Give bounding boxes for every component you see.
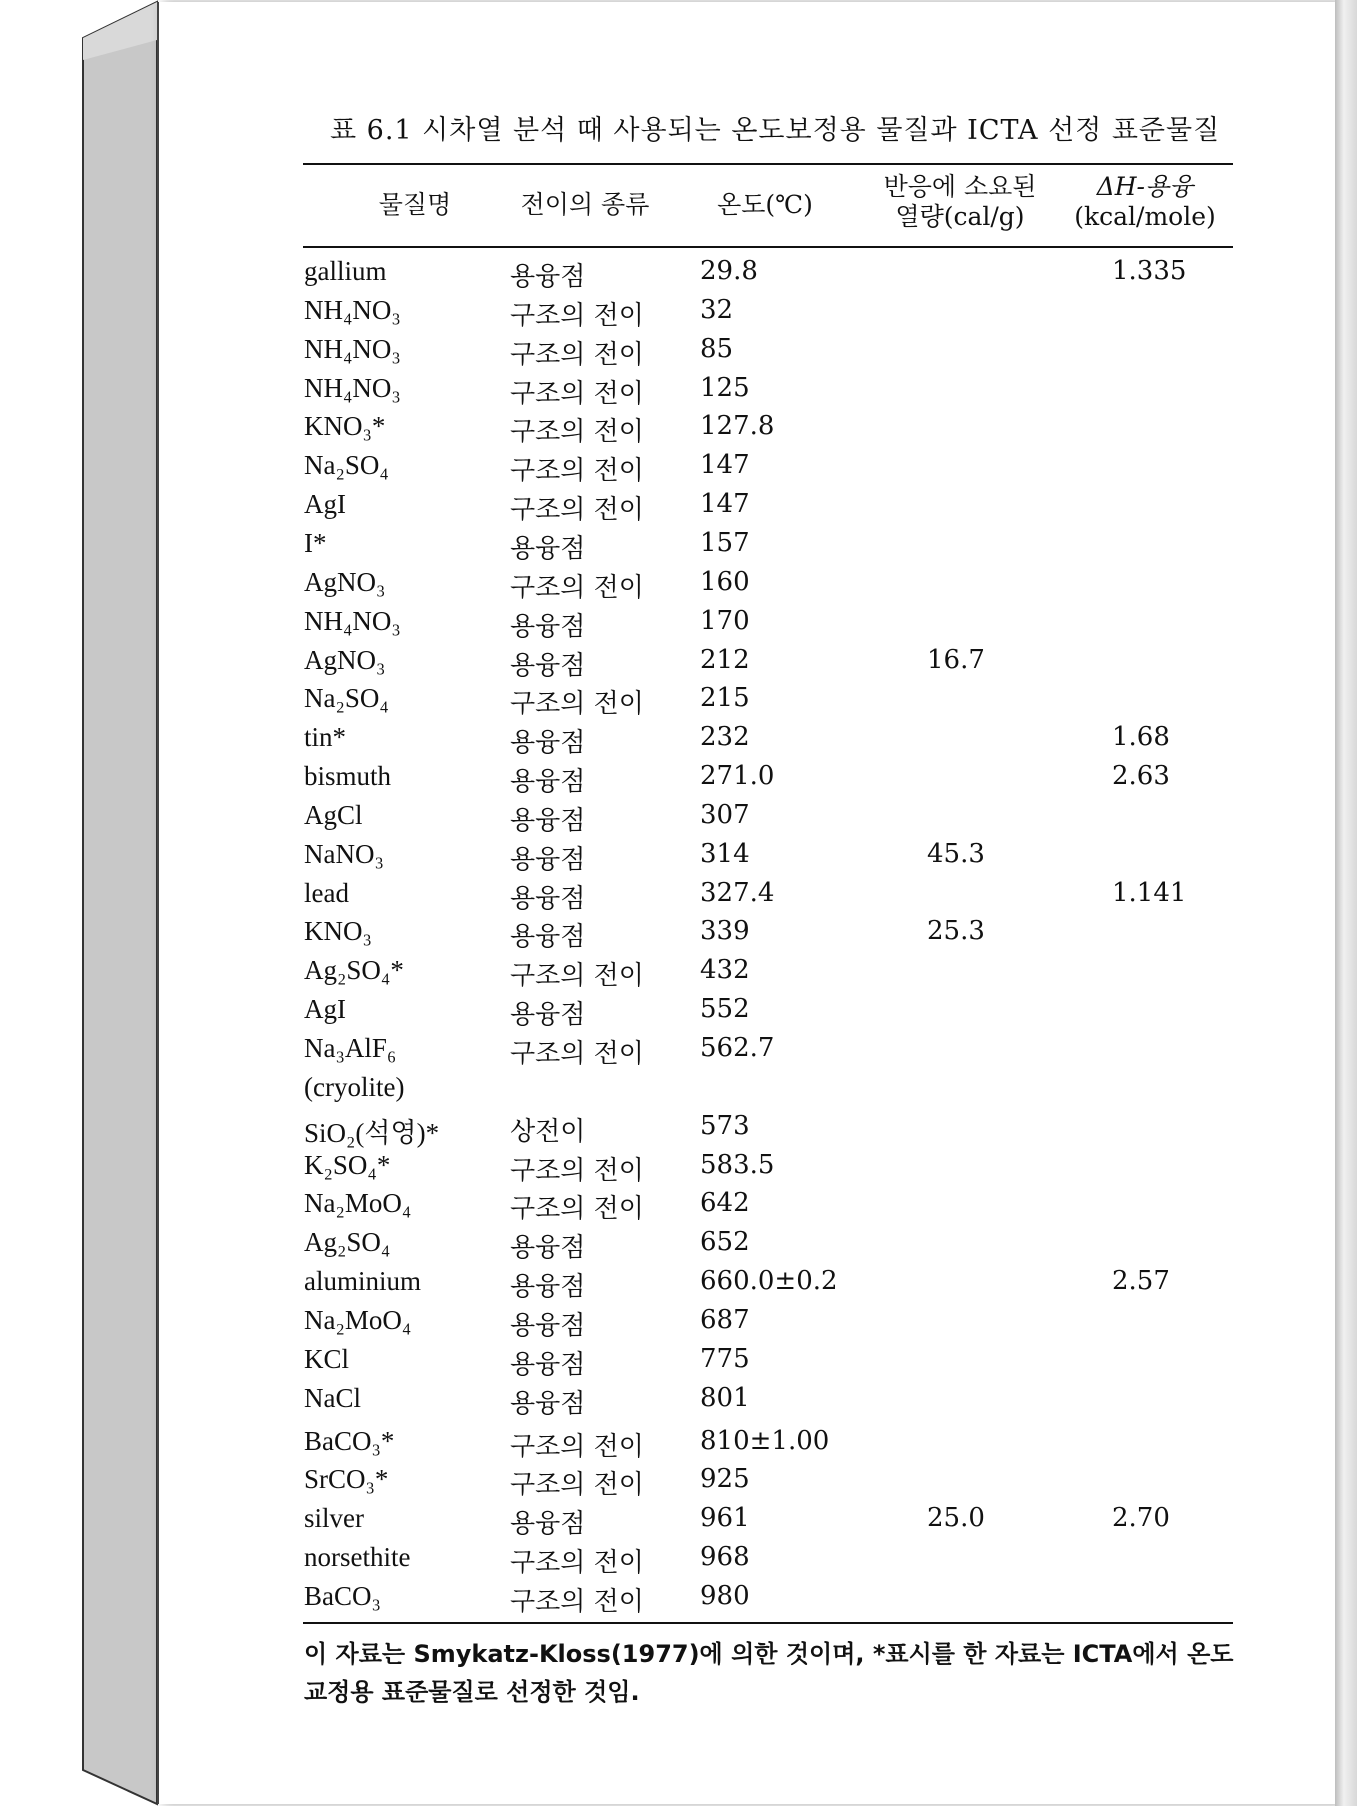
cell-temp: 85 xyxy=(700,333,734,364)
cell-name: aluminium xyxy=(304,1266,421,1297)
cell-type: 용융점 xyxy=(510,922,586,953)
cell-type: 용융점 xyxy=(510,728,586,759)
cell-name: KNO₃ xyxy=(304,916,372,947)
table-row xyxy=(0,1542,1357,1578)
table-row xyxy=(0,489,1357,525)
cell-type: 용융점 xyxy=(510,767,586,798)
cell-type: 용융점 xyxy=(510,533,586,564)
table-top-rule xyxy=(303,163,1233,165)
cell-temp: 314 xyxy=(700,838,750,869)
cell-type: 용융점 xyxy=(510,262,586,292)
cell-type: 구조의 전이 xyxy=(510,1155,644,1186)
table-row xyxy=(0,1305,1357,1341)
cell-temp: 801 xyxy=(700,1382,750,1413)
cell-temp: 583.5 xyxy=(700,1149,775,1180)
table-row xyxy=(0,1150,1357,1186)
cell-name: NH₄NO₃ xyxy=(304,294,401,325)
table-row xyxy=(0,256,1357,292)
cell-temp: 980 xyxy=(700,1580,750,1611)
table-row xyxy=(0,1188,1357,1224)
cell-type: 용융점 xyxy=(510,1310,586,1341)
cell-dh: 1.335 xyxy=(1112,256,1187,286)
table-row xyxy=(0,450,1357,486)
cell-temp: 687 xyxy=(700,1304,750,1335)
header-temp: 온도(℃) xyxy=(717,190,813,219)
table-row xyxy=(0,528,1357,564)
cell-heat: 16.7 xyxy=(927,644,985,675)
cell-type: 용융점 xyxy=(510,844,586,875)
cell-type: 용융점 xyxy=(510,1388,586,1419)
cell-type: 용융점 xyxy=(510,1509,586,1540)
table-row xyxy=(0,606,1357,642)
table-row xyxy=(0,878,1357,914)
cell-temp: 29.8 xyxy=(700,256,758,286)
cell-name: gallium xyxy=(304,256,387,286)
cell-name: AgNO₃ xyxy=(304,566,386,597)
table-row xyxy=(0,1581,1357,1617)
cell-type: 용융점 xyxy=(510,1233,586,1264)
cell-type: 구조의 전이 xyxy=(510,689,644,720)
cell-heat: 25.3 xyxy=(927,916,985,947)
cell-name: silver xyxy=(304,1503,364,1534)
cell-name: I* xyxy=(304,527,327,558)
cell-name: SrCO₃* xyxy=(304,1464,389,1495)
cell-name: AgI xyxy=(304,489,346,520)
cell-name: bismuth xyxy=(304,761,392,792)
cell-name: AgNO₃ xyxy=(304,644,386,675)
cell-name: BaCO₃* xyxy=(304,1425,395,1456)
table-row xyxy=(0,1033,1357,1069)
cell-type: 구조의 전이 xyxy=(510,1039,644,1069)
table-row xyxy=(0,722,1357,758)
cell-temp: 215 xyxy=(700,683,750,714)
table-row xyxy=(0,955,1357,991)
cell-type: 용융점 xyxy=(510,611,586,642)
table-row xyxy=(0,1266,1357,1302)
cell-dh: 2.57 xyxy=(1112,1266,1170,1297)
cell-temp: 147 xyxy=(700,489,750,520)
cell-type: 구조의 전이 xyxy=(510,961,644,992)
cell-type: 용융점 xyxy=(510,1000,586,1031)
cell-temp: 147 xyxy=(700,450,750,481)
cell-temp: 125 xyxy=(700,372,750,403)
cell-temp: 968 xyxy=(700,1542,750,1573)
cell-temp: 642 xyxy=(700,1188,750,1219)
cell-temp: 562.7 xyxy=(700,1033,775,1063)
table-row xyxy=(0,839,1357,875)
table-row xyxy=(0,1426,1357,1462)
cell-temp: 32 xyxy=(700,294,734,325)
cell-type: 용융점 xyxy=(510,805,586,836)
cell-temp: 127.8 xyxy=(700,411,775,442)
cell-temp: 339 xyxy=(700,916,750,947)
cell-temp: 961 xyxy=(700,1503,750,1534)
cell-temp: 552 xyxy=(700,994,750,1025)
cell-type: 상전이 xyxy=(510,1116,586,1147)
cell-type: 구조의 전이 xyxy=(510,572,644,603)
cell-temp: 327.4 xyxy=(700,877,775,908)
table-footnote: 이 자료는 Smykatz-Kloss(1977)에 의한 것이며, *표시를 한 자료는 ICTA에서 온도 교정용 표준물질로 선정한 것임. xyxy=(304,1640,1234,1706)
cell-name: NaCl xyxy=(304,1382,361,1413)
cell-type: 구조의 전이 xyxy=(510,456,644,487)
table-row xyxy=(0,1383,1357,1419)
table-row xyxy=(0,683,1357,719)
header-heat-line1: 반응에 소요된 xyxy=(883,172,1037,201)
table-header-rule xyxy=(303,246,1233,248)
header-heat-line2: 열량(cal/g) xyxy=(895,202,1025,231)
table-row xyxy=(0,1111,1357,1147)
table-row xyxy=(0,761,1357,797)
cell-name: BaCO₃ xyxy=(304,1580,381,1611)
header-type: 전이의 종류 xyxy=(520,190,650,219)
table-row xyxy=(0,800,1357,836)
cell-type: 용융점 xyxy=(510,650,586,681)
cell-dh: 1.68 xyxy=(1112,722,1170,753)
table-row xyxy=(0,295,1357,331)
table-row xyxy=(0,1227,1357,1263)
cell-type: 구조의 전이 xyxy=(510,1431,644,1462)
header-dh-line1: ΔH-용융 xyxy=(1096,172,1194,201)
cell-name: (cryolite) xyxy=(304,1071,405,1102)
cell-name: Na₂MoO₄ xyxy=(304,1188,412,1219)
table-row xyxy=(0,994,1357,1030)
cell-dh: 2.70 xyxy=(1112,1503,1170,1534)
cell-heat: 45.3 xyxy=(927,838,985,869)
cell-type: 구조의 전이 xyxy=(510,1194,644,1225)
cell-name: KNO₃* xyxy=(304,411,386,442)
table-row xyxy=(0,916,1357,952)
table-row xyxy=(0,645,1357,681)
cell-name: NH₄NO₃ xyxy=(304,372,401,403)
cell-temp: 432 xyxy=(700,955,750,986)
cell-type: 구조의 전이 xyxy=(510,378,644,409)
table-row xyxy=(0,1344,1357,1380)
cell-type: 구조의 전이 xyxy=(510,1548,644,1579)
cell-name: Ag₂SO₄* xyxy=(304,955,404,986)
cell-temp: 160 xyxy=(700,566,750,597)
cell-name: NH₄NO₃ xyxy=(304,605,401,636)
cell-dh: 2.63 xyxy=(1112,761,1170,792)
table-row xyxy=(0,411,1357,447)
cell-type: 구조의 전이 xyxy=(510,1470,644,1501)
cell-heat: 25.0 xyxy=(927,1503,985,1534)
cell-name: tin* xyxy=(304,722,347,753)
cell-temp: 775 xyxy=(700,1343,750,1374)
cell-temp: 652 xyxy=(700,1227,750,1258)
cell-name: K₂SO₄* xyxy=(304,1149,391,1180)
cell-name: Ag₂SO₄ xyxy=(304,1227,391,1258)
cell-temp: 810±1.00 xyxy=(700,1425,830,1456)
header-name: 물질명 xyxy=(378,190,452,219)
table-row xyxy=(0,1072,1357,1108)
header-dh-line2: (kcal/mole) xyxy=(1074,202,1216,231)
cell-name: NH₄NO₃ xyxy=(304,333,401,364)
cell-name: Na₃AlF₆ xyxy=(304,1033,397,1063)
cell-name: NaNO₃ xyxy=(304,838,384,869)
cell-temp: 232 xyxy=(700,722,750,753)
cell-type: 구조의 전이 xyxy=(510,1586,644,1617)
cell-dh: 1.141 xyxy=(1112,877,1187,908)
cell-type: 구조의 전이 xyxy=(510,417,644,448)
cell-type: 용융점 xyxy=(510,1349,586,1380)
table-row xyxy=(0,567,1357,603)
cell-temp: 925 xyxy=(700,1464,750,1495)
cell-name: Na₂SO₄ xyxy=(304,450,389,481)
cell-name: KCl xyxy=(304,1343,350,1374)
cell-type: 구조의 전이 xyxy=(510,495,644,526)
header-dh xyxy=(1060,172,1230,232)
cell-type: 용융점 xyxy=(510,883,586,914)
cell-type: 구조의 전이 xyxy=(510,300,644,331)
cell-temp: 660.0±0.2 xyxy=(700,1266,838,1297)
header-heat xyxy=(860,172,1060,232)
cell-name: Na₂MoO₄ xyxy=(304,1304,412,1335)
table-row xyxy=(0,1503,1357,1539)
cell-name: SiO₂(석영)* xyxy=(304,1117,440,1148)
table-row xyxy=(0,373,1357,409)
cell-type: 용융점 xyxy=(510,1272,586,1303)
cell-name: Na₂SO₄ xyxy=(304,683,389,714)
table-row xyxy=(0,334,1357,370)
cell-temp: 573 xyxy=(700,1110,750,1141)
cell-name: lead xyxy=(304,877,349,908)
cell-temp: 212 xyxy=(700,644,750,675)
cell-name: AgCl xyxy=(304,799,363,830)
cell-name: AgI xyxy=(304,994,346,1025)
table-caption: 표 6.1 시차열 분석 때 사용되는 온도보정용 물질과 ICTA 선정 표준물질 xyxy=(330,115,1221,146)
table-bottom-rule xyxy=(303,1622,1233,1624)
cell-temp: 307 xyxy=(700,799,750,830)
cell-type: 구조의 전이 xyxy=(510,339,644,370)
cell-name: norsethite xyxy=(304,1542,411,1573)
cell-temp: 157 xyxy=(700,527,750,558)
cell-temp: 170 xyxy=(700,605,750,636)
cell-temp: 271.0 xyxy=(700,761,775,792)
table-row xyxy=(0,1464,1357,1500)
